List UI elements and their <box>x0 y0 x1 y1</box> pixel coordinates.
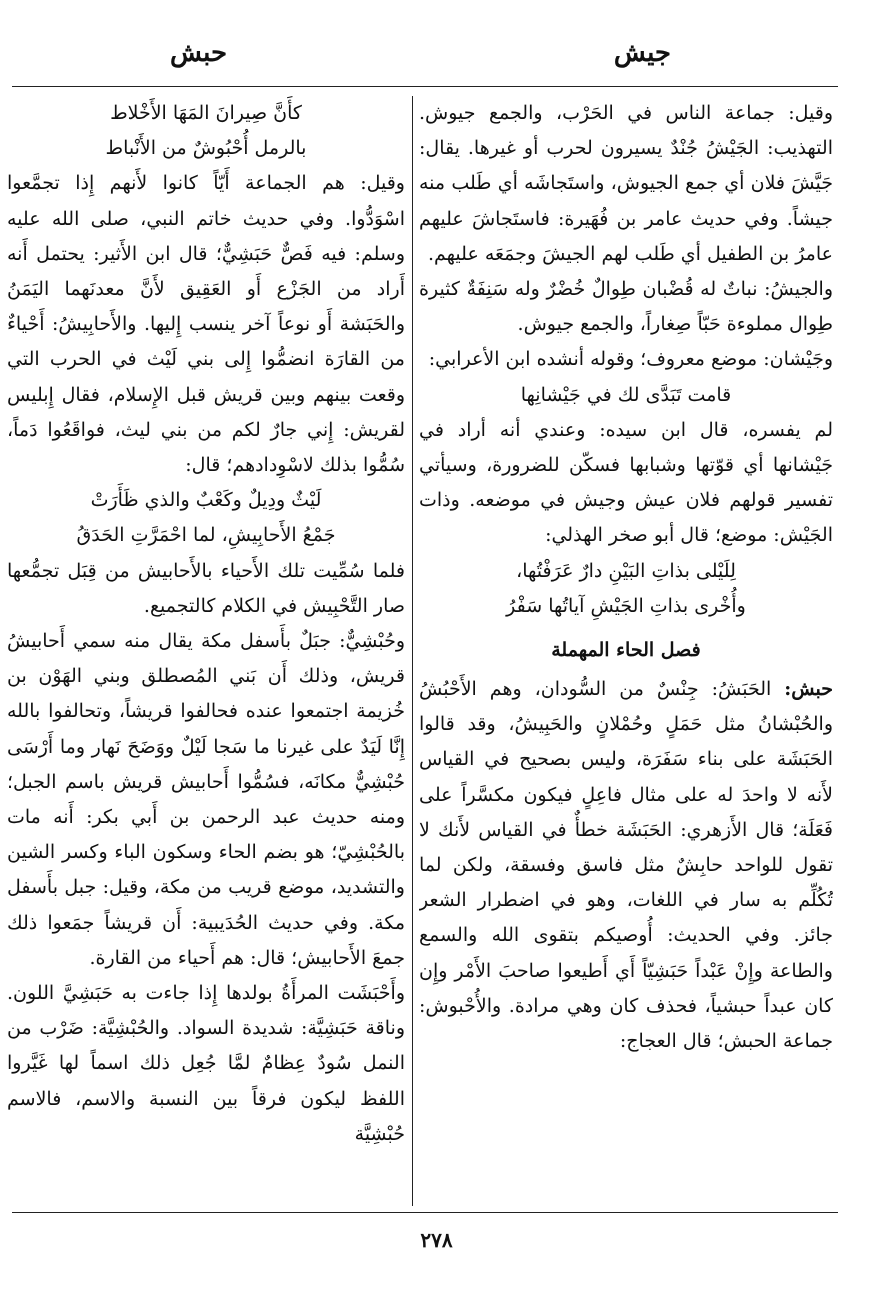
right-running-headword: جيش <box>613 38 671 68</box>
paragraph: وحُبْشِيٌّ: جبَلٌ بأَسفل مكة يقال منه سمي أَحابيشُ قريش، وذلك أَن بَني المُصطلق وبني الهَوْن بن خُزيمة اجتمعوا عنده فحالفوا قريشاً، وتحالفوا بالله إِنَّا لَيَدٌ على غيرنا ما سَجا لَيْلٌ ووَضَحَ نَهار وما أَرْسَى حُبْشِيٌّ مكانَه، فسُمُّوا أَحابيش قريش باسم الجبل؛ ومنه حديث عبد الرحمن بن أَبي بكر: أَنه مات بالحُبْشِيّ؛ هو بضم الحاء وسكون الباء وكسر الشين والتشديد، موضع قريب من مكة، وقيل: جبل بأَسفل مكة. وفي حديث الحُدَيبية: أَن قريشاً جمَعوا ذلك جمعَ الأَحابيش؛ قال: هم أَحياء من القارة. <box>7 630 405 969</box>
verse-line: قامت تَبَدَّى لك في جَيْشانِها <box>520 383 732 406</box>
entry-headword: حبش: <box>784 678 833 701</box>
column-divider <box>412 96 413 1206</box>
verse-line: بالرمل أُحْبُوشٌ من الأَنْباط <box>105 137 307 160</box>
section-title: فصل الحاء المهملة <box>551 639 701 662</box>
left-column <box>7 96 405 1208</box>
verse-line: جَمْعُ الأَحابِيشِ، لما احْمَرَّتِ الحَدَقُ <box>76 524 336 547</box>
verse-line: كأَنَّ صِيرانَ المَهَا الأَخْلاط <box>110 102 302 124</box>
verse-line: وأُخْرى بذاتِ الجَيْشِ آياتُها سَفْرُ <box>506 594 746 617</box>
paragraph: وقيل: هم الجماعة أَيّاً كانوا لأَنهم إِذا تجمَّعوا اسْوَدُّوا. وفي حديث خاتم النبي، صلى الله عليه وسلم: فيه فَصٌّ حَبَشِيٌّ؛ قال ابن الأَثير: يحتمل أَنه أَراد من الجَزْع أَو العَقِيق لأَنَّ معدنَهما اليَمَنُ والحَبَشة أَو نوعاً آخر ينسب إِليها. والأَحابِيشُ: أَحْياءٌ من القارَة انضمُّوا إِلى بني لَيْث في الحرب التي وقعت بينهم وبين قريش قبل الإِسلام، فقال إِبليس لقريش: إِني جارٌ لكم من بني ليث، فواقَعُوا دَماً، سُمُّوا بذلك لاسْوِدادهم؛ قال: <box>7 172 405 477</box>
paragraph: فلما سُمِّيت تلك الأَحياء بالأَحابيش من قِبَل تجمُّعها صار التَّحْبِيش في الكلام كالتجميع. <box>7 559 405 617</box>
verse-line: لَيْثٌ ودِيلٌ وكَعْبٌ والذي ظَأَرَتْ <box>90 489 322 512</box>
paragraph: وجَيْشان: موضع معروف؛ وقوله أنشده ابن الأعرابي: <box>428 348 833 371</box>
paragraph: والجيشُ: نباتٌ له قُضْبان طِوالٌ خُضْرٌ وله سَنِفَةٌ كثيرة طِوال مملوءة حَبّاً صِغاراً، والجمع جيوش. <box>419 278 833 336</box>
bottom-rule <box>12 1212 838 1213</box>
left-running-headword: حبش <box>170 38 228 68</box>
paragraph: لم يفسره، قال ابن سيده: وعندي أنه أراد في جَيْشانها أي قوّتها وشبابها فسكّن للضرورة، وسيأتي تفسير قولهم فلان عيش وجيش في موضعه. وذات الجَيْش: موضع؛ قال أبو صخر الهذلي: <box>419 418 833 547</box>
right-column <box>419 96 833 1208</box>
paragraph: وأَحْبَشَت المرأَةُ بولدها إِذا جاءت به حَبَشِيَّ اللون. وناقة حَبَشِيَّة: شديدة السواد. والحُبْشِيَّة: ضَرْب من النمل سُودٌ عِظامٌ لمَّا جُعِل ذلك اسماً لها غَيَّروا اللفظ ليكون فرقاً بين النسبة والاسم، فالاسم حُبْشِيَّة <box>7 982 405 1145</box>
verse-line: لِلَيْلى بذاتِ البَيْنِ دارٌ عَرَفْتُها، <box>516 559 736 582</box>
entry-text: الحَبَشُ: جِنْسٌ من السُّودان، وهم الأَحْبُشُ والحُبْشانُ مثل حَمَلٍ وحُمْلانٍ والحَبِيشُ، وقد قالوا الحَبَشَة على بناء سَفَرَة، وليس بصحيح في القياس لأَنه لا واحدَ له على مثال فاعِلٍ فيكون مكسَّراً على فَعَلَة؛ قال الأَزهري: الحَبَشَة خطأٌ في القياس لأَنك لا تقول للواحد حابِشٌ مثل فاسق وفسقة، ولكن لما تُكُلِّم به سار في اللغات، وهو في اضطرار الشعر جائز. وفي الحديث: أُوصيكم بتقوى الله والسمع والطاعة وإِنْ عَبْداً حَبَشِيّاً أَي أَطيعوا صاحبَ الأَمْر وإِن كان عبداً حبشياً، فحذف كان وهي مرادة. والأُحْبوش: جماعة الحبش؛ قال العجاج: <box>419 678 833 1053</box>
entry-paragraph <box>419 672 833 1059</box>
top-rule <box>12 86 838 87</box>
paragraph: وقيل: جماعة الناس في الحَرْب، والجمع جيوش. التهذيب: الجَيْشُ جُنْدٌ يسيرون لحرب أو غيرها. يقال: جَيَّشَ فلان أي جمع الجيوش، واستَجاشَه أي طَلب منه جيشاً. وفي حديث عامر بن فُهَيرة: فاستَجاشَ عليهم عامرُ بن الطفيل أي طَلب لهم الجيشَ وجمَعَه عليهم. <box>419 102 833 265</box>
page-number: ٢٧٨ <box>420 1228 453 1252</box>
page-header <box>0 38 873 82</box>
